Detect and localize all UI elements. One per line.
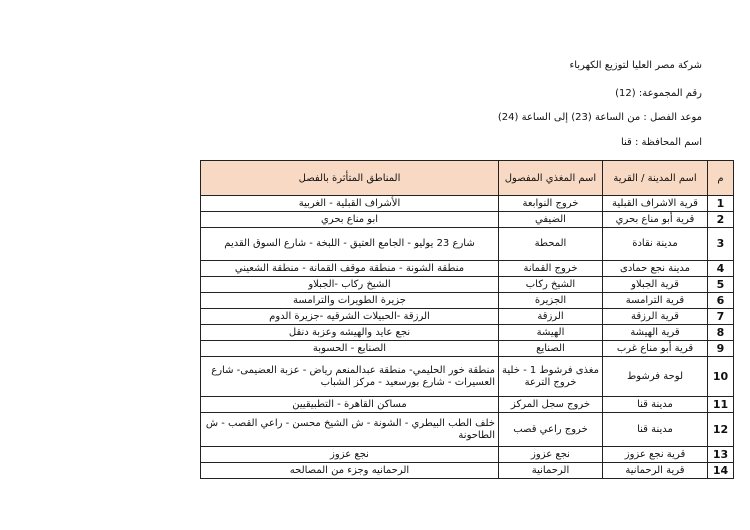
city-cell: قرية أبو مناع غرب (603, 341, 708, 357)
table-row (201, 277, 734, 293)
row-number: 3 (708, 228, 734, 261)
table-row (201, 293, 734, 309)
row-number: 7 (708, 309, 734, 325)
areas-cell: الأشراف القبلية - الغربية (201, 196, 499, 212)
col-header-city: اسم المدينة / القرية (603, 161, 708, 196)
areas-cell: الشيخ ركاب -الجبلاو (201, 277, 499, 293)
feeder-cell: الشيخ ركاب (499, 277, 603, 293)
row-number: 11 (708, 397, 734, 413)
feeder-cell: الجزيرة (499, 293, 603, 309)
table-row (201, 413, 734, 447)
table-header-row (201, 161, 734, 196)
col-header-areas: المناطق المتأثرة بالفصل (201, 161, 499, 196)
feeder-cell: الرحمانية (499, 463, 603, 479)
table-row (201, 463, 734, 479)
row-number: 2 (708, 212, 734, 228)
areas-cell: الرزقة -الحبيلات الشرقيه -جزيرة الدوم (201, 309, 499, 325)
table-row (201, 325, 734, 341)
group-number: رقم المجموعة: (12) (615, 88, 702, 99)
areas-cell: الرحمانيه وجزء من المصالحه (201, 463, 499, 479)
city-cell: قرية الرحمانية (603, 463, 708, 479)
areas-cell: منطقة الشونة - منطقة موقف القمانة - منطقة الشعيني (201, 261, 499, 277)
feeder-cell: خروج النوابعة (499, 196, 603, 212)
row-number: 14 (708, 463, 734, 479)
feeder-cell: خروج سجل المركز (499, 397, 603, 413)
city-cell: مدينة نقادة (603, 228, 708, 261)
feeder-cell: خروج راعي قصب (499, 413, 603, 447)
feeder-cell: الهيشة (499, 325, 603, 341)
row-number: 1 (708, 196, 734, 212)
row-number: 8 (708, 325, 734, 341)
city-cell: مدينة نجع حمادى (603, 261, 708, 277)
feeder-cell: خروج القمانة (499, 261, 603, 277)
areas-cell: جزيرة الطويرات والترامسة (201, 293, 499, 309)
table-row (201, 341, 734, 357)
city-cell: قرية الهيشة (603, 325, 708, 341)
col-header-feeder: اسم المغذي المفصول (499, 161, 603, 196)
outage-table (200, 160, 734, 479)
areas-cell: منطقة خور الحليمي- منطقة عبدالمنعم رياض - عزبة العضيمى- شارع العسيرات - شارع بورسعيد - مركز الشباب (201, 357, 499, 397)
feeder-cell: مغذى فرشوط 1 - خلية خروج الترعة (499, 357, 603, 397)
feeder-cell: نجع عزوز (499, 447, 603, 463)
table-row (201, 447, 734, 463)
city-cell: قرية نجع عزوز (603, 447, 708, 463)
company-name: شركة مصر العليا لتوزيع الكهرباء (569, 60, 702, 71)
city-cell: قرية الاشراف القبلية (603, 196, 708, 212)
areas-cell: مساكن القاهرة - التطبيقيين (201, 397, 499, 413)
areas-cell: شارع 23 يوليو - الجامع العتيق - اللبخة - شارع السوق القديم (201, 228, 499, 261)
areas-cell: ابو مناع بحري (201, 212, 499, 228)
city-cell: مدينة قنا (603, 413, 708, 447)
city-cell: قرية أبو مناع بحري (603, 212, 708, 228)
city-cell: قرية الرزقة (603, 309, 708, 325)
row-number: 10 (708, 357, 734, 397)
row-number: 12 (708, 413, 734, 447)
areas-cell: نجع عايد والهيشه وعزبة دنقل (201, 325, 499, 341)
city-cell: قرية الترامسة (603, 293, 708, 309)
row-number: 9 (708, 341, 734, 357)
table-row (201, 196, 734, 212)
row-number: 13 (708, 447, 734, 463)
table-row (201, 357, 734, 397)
row-number: 5 (708, 277, 734, 293)
city-cell: مدينة قنا (603, 397, 708, 413)
governorate-name: اسم المحافظة : قنا (620, 137, 702, 148)
areas-cell: الصنايع - الحسوبة (201, 341, 499, 357)
feeder-cell: الضيفي (499, 212, 603, 228)
city-cell: لوحة فرشوط (603, 357, 708, 397)
cutoff-time: موعد الفصل : من الساعة (23) إلى الساعة (24) (497, 112, 702, 123)
city-cell: قرية الجبلاو (603, 277, 708, 293)
areas-cell: خلف الطب البيطري - الشونة - ش الشيخ محسن - راعي القصب - ش الطاحونة (201, 413, 499, 447)
col-header-number: م (708, 161, 734, 196)
feeder-cell: الرزقة (499, 309, 603, 325)
feeder-cell: المحطة (499, 228, 603, 261)
table-row (201, 397, 734, 413)
table-row (201, 228, 734, 261)
table-row (201, 261, 734, 277)
table-row (201, 309, 734, 325)
areas-cell: نجع عزوز (201, 447, 499, 463)
table-row (201, 212, 734, 228)
feeder-cell: الصنايع (499, 341, 603, 357)
row-number: 4 (708, 261, 734, 277)
row-number: 6 (708, 293, 734, 309)
